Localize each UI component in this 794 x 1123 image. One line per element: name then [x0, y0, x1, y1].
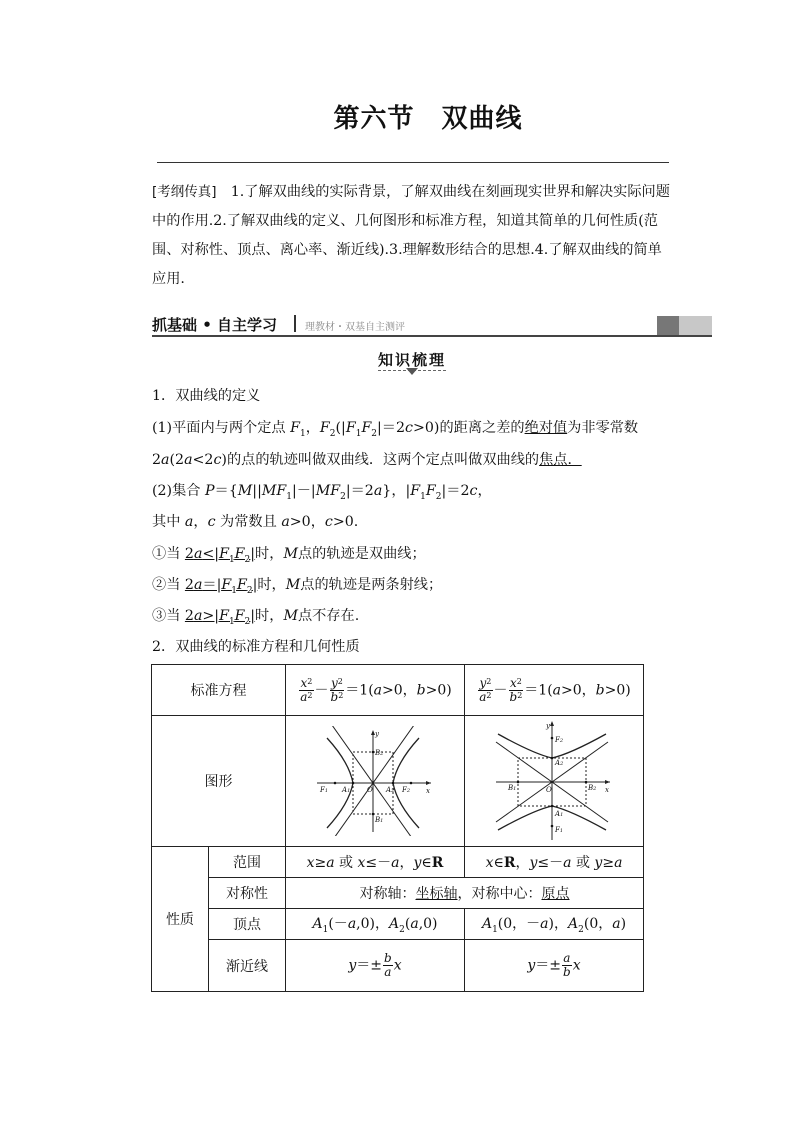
banner-subtitle: 理教材・双基自主测评 — [305, 322, 405, 333]
svg-text:B2: B2 — [375, 749, 384, 757]
banner-bar-dark — [657, 316, 679, 335]
case-3: ③当 $2a>|F_1F_2|$时，M点不存在. — [152, 608, 360, 627]
section-banner — [152, 314, 712, 336]
hyperbola-vertical-graph — [494, 720, 614, 842]
svg-text:A2: A2 — [386, 786, 395, 794]
figure-horizontal-cell — [286, 716, 465, 847]
svg-text:F2: F2 — [402, 786, 411, 794]
banner-divider — [294, 315, 296, 332]
label-properties: 性质 — [152, 847, 209, 992]
symmetry-value: 对称轴：坐标轴，对称中心：原点 — [286, 878, 644, 909]
hyperbola-properties-table — [151, 664, 644, 992]
svg-text:B1: B1 — [375, 816, 384, 824]
banner-bar-light — [679, 316, 712, 335]
syllabus-text: 1.了解双曲线的实际背景，了解双曲线在刻画现实世界和解决实际问题中的作用.2.了解双曲线的定义、几何图形和标准方程，知道其简单的几何性质(范围、对称性、顶点、离心率、渐近线).3.理解数形结合的思想.4.了解双曲线的简单应用. — [152, 184, 670, 287]
svg-text:A1: A1 — [342, 786, 351, 794]
equation-vertical: $\frac{y^2}{a^2}$ － $\frac{x^2}{b^2}$ ＝1(a>0，b>0) — [465, 665, 644, 716]
case-1: ①当 $2a<|F_1F_2|$时，M点的轨迹是双曲线； — [152, 546, 426, 565]
equation-horizontal: $\frac{x^2}{a^2}$ － $\frac{y^2}{b^2}$ ＝1(a>0，b>0) — [286, 665, 465, 716]
banner-underline — [152, 335, 712, 337]
syllabus-label: [考纲传真] — [152, 184, 217, 200]
knowledge-arrow-icon — [406, 368, 418, 375]
label-symmetry: 对称性 — [209, 878, 286, 909]
term-focus: 焦点． — [539, 452, 582, 468]
svg-text:A1: A1 — [555, 810, 564, 818]
set-definition: (2)集合 $P=\{M||MF_1|-|MF_2|=2a\}$，$|F_1F_2|=2c$， — [152, 483, 492, 502]
asymptote-vertical: y＝± $\frac{a}{b}$ x — [465, 940, 644, 992]
label-figure: 图形 — [152, 716, 286, 847]
term-absolute-value: 绝对值 — [524, 420, 568, 436]
svg-text:y: y — [375, 730, 379, 738]
section1-heading: 1．双曲线的定义 — [152, 388, 261, 404]
banner-title: 抓基础 • 自主学习 — [152, 316, 278, 334]
asymptote-horizontal: y＝± $\frac{b}{a}$ x — [286, 940, 465, 992]
svg-text:B1: B1 — [508, 784, 517, 792]
svg-text:y: y — [546, 722, 550, 730]
label-standard-equation: 标准方程 — [152, 665, 286, 716]
knowledge-title: 知识梳理 — [377, 351, 446, 369]
constants-note: 其中 a，c 为常数且 a>0，c>0. — [152, 514, 359, 530]
svg-text:O: O — [367, 786, 373, 794]
label-vertex: 顶点 — [209, 909, 286, 940]
figure-vertical-cell — [465, 716, 644, 847]
svg-text:F2: F2 — [555, 736, 564, 744]
range-horizontal: x≥a 或 x≤－a，y∈R — [286, 847, 465, 878]
definition-line-1: (1)平面内与两个定点 $F_1$，$F_2(|F_1F_2|=2c>0)$的距离之差的绝对值为非零常数 — [152, 420, 639, 439]
svg-text:A2: A2 — [555, 759, 564, 767]
svg-text:B2: B2 — [588, 784, 597, 792]
svg-text:F1: F1 — [555, 826, 564, 834]
case-2: ②当 $2a=|F_1F_2|$时，M点的轨迹是两条射线； — [152, 577, 443, 596]
svg-text:O: O — [546, 786, 552, 794]
vertex-vertical: $A_1(0$，－a)，$A_2(0$，a) — [465, 909, 644, 940]
svg-text:x: x — [605, 786, 609, 794]
svg-text:x: x — [426, 787, 430, 795]
label-range: 范围 — [209, 847, 286, 878]
title-rule — [157, 162, 669, 163]
range-vertical: x∈R，y≤－a 或 y≥a — [465, 847, 644, 878]
hyperbola-horizontal-graph — [315, 726, 435, 836]
section2-heading: 2．双曲线的标准方程和几何性质 — [152, 639, 360, 655]
syllabus-paragraph — [152, 178, 672, 294]
page-title: 第六节 双曲线 — [333, 104, 523, 134]
vertex-horizontal: $A_1(-a,0)$，$A_2(a,0)$ — [286, 909, 465, 940]
label-asymptote: 渐近线 — [209, 940, 286, 992]
svg-text:F1: F1 — [320, 786, 329, 794]
definition-line-2: 2a(2a<2c)的点的轨迹叫做双曲线．这两个定点叫做双曲线的焦点． — [152, 452, 582, 468]
